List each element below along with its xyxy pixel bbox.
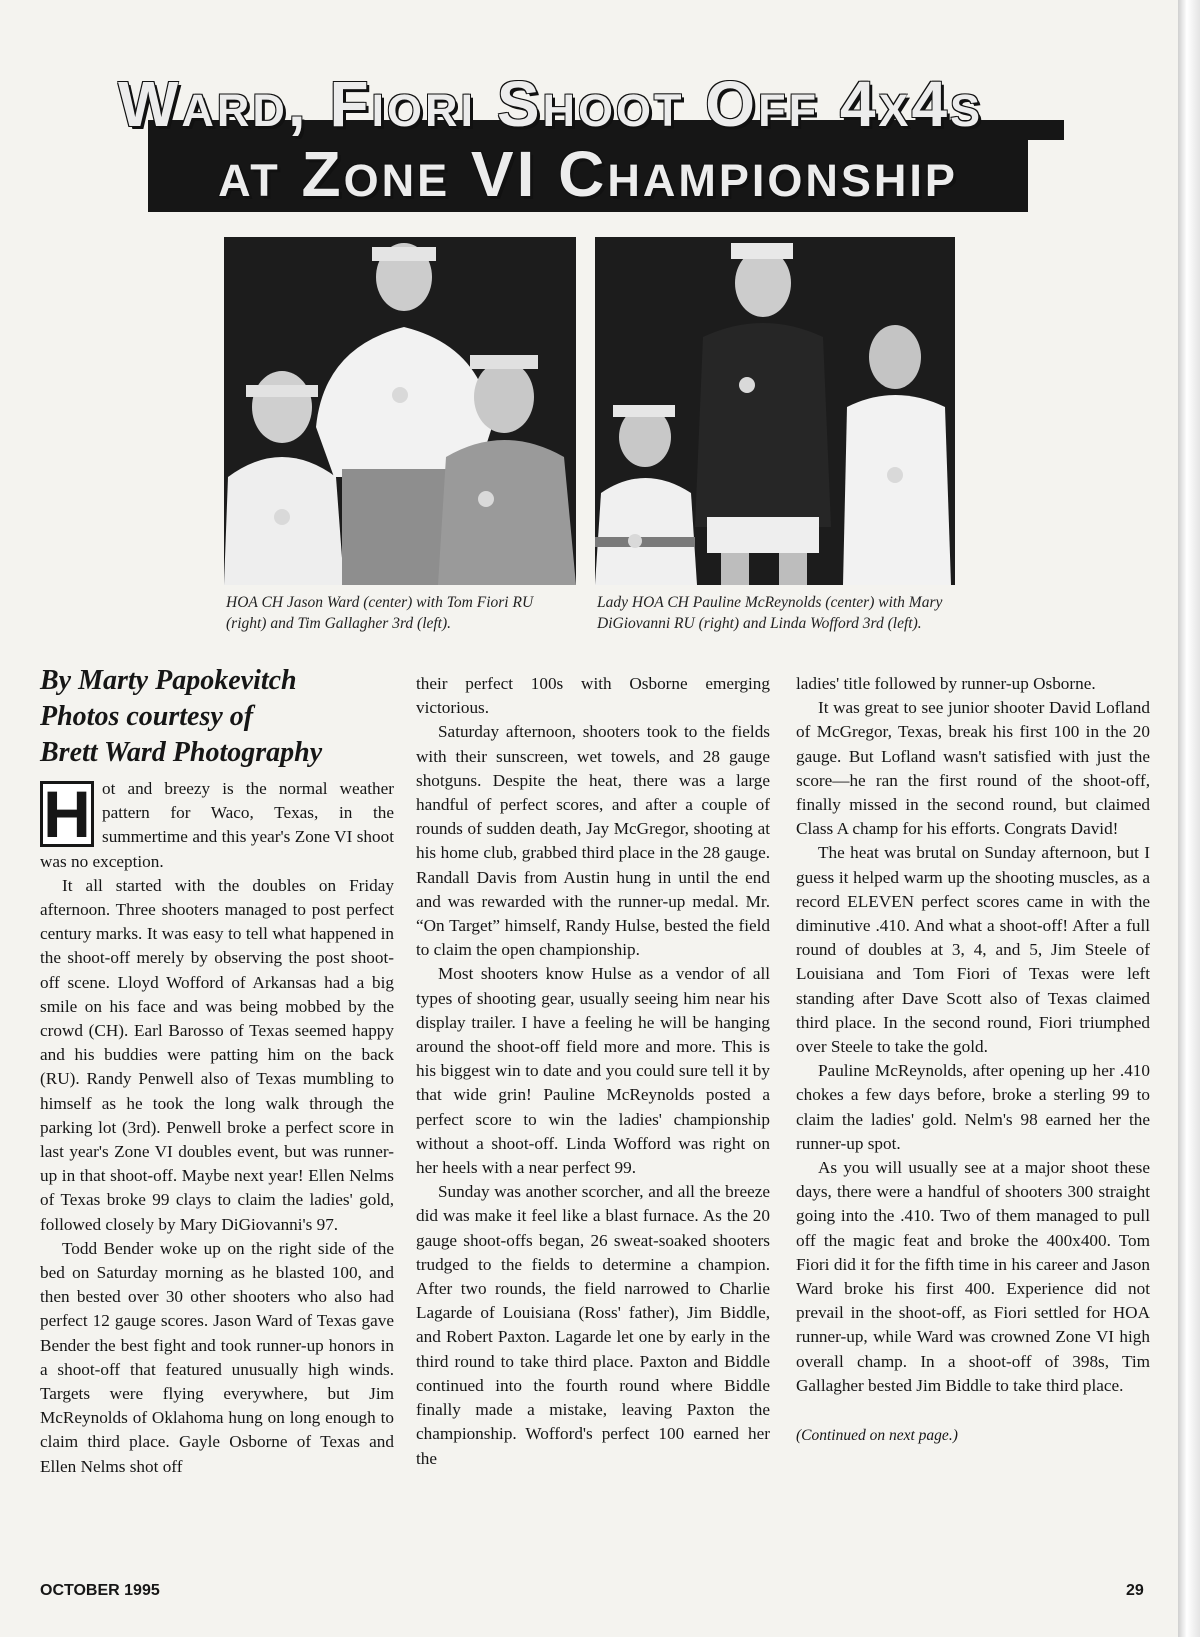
paragraph: Sunday was another scorcher, and all the breeze did was make it feel like a blast furnace. As the 20 gauge shoot-offs began, 26 sweat-soaked shooters trudged to the fields to determine a champion. After two rounds, the field narrowed to Charlie Lagarde of Louisiana (Ross' father), Jim Biddle, and Robert Paxton. Lagarde let one by early in the third round to take third place. Paxton and Biddle continued into the fourth round where Biddle finally made a mistake, leaving Paxton the championship. Wofford's perfect 100 earned her the — [416, 1182, 770, 1468]
paragraph: ladies' title followed by runner-up Osborne. — [796, 674, 1096, 693]
paragraph: Pauline McReynolds, after opening up her .410 chokes a few days before, broke a sterling 99 to claim the ladies' gold. Nelm's 98 earned her the runner-up spot. — [796, 1061, 1150, 1153]
page-edge — [1178, 0, 1200, 1637]
photo-women-medalists — [595, 237, 955, 585]
byline-photo-credit-2: Brett Ward Photography — [40, 737, 323, 768]
paragraph: The heat was brutal on Sunday afternoon, but I guess it helped warm up the shooting muscles, as a record ELEVEN perfect scores came in with the diminutive .410. And what a shoot-off! After a full round of doubles at 3, 4, and 5, Jim Steele of Louisiana and Tom Fiori of Texas were left standing after Dave Scott also of Texas claimed third place. In the second round, Fiori triumphed over Steele to take the gold. — [796, 843, 1150, 1057]
footer-page-number: 29 — [1126, 1582, 1144, 1599]
byline — [40, 663, 394, 771]
article-column-3 — [796, 672, 1150, 1448]
photo-men-medalists — [224, 237, 576, 585]
headline-line-1: Ward, Fiori Shoot Off 4x4s — [118, 68, 984, 140]
byline-photo-credit-1: Photos courtesy of — [40, 701, 254, 732]
paragraph: their perfect 100s with Osborne emerging victorious. — [416, 674, 770, 718]
paragraph: Todd Bender woke up on the right side of the bed on Saturday morning as he blasted 100, and then bested over 30 other shooters who also had perfect 12 gauge scores. Jason Ward of Texas gave Bender the best fight and took runner-up honors in a shoot-off that featured unusually high winds. Targets were flying everywhere, but Jim McReynolds of Oklahoma hung on long enough to claim third place. Gayle Osborne of Texas and Ellen Nelms shot off — [40, 1238, 394, 1476]
caption-right-photo: Lady HOA CH Pauline McReynolds (center) with Mary DiGiovanni RU (right) and Linda Wofford 3rd (left). — [597, 594, 943, 632]
headline — [118, 68, 1070, 212]
caption-left-photo: HOA CH Jason Ward (center) with Tom Fiori RU (right) and Tim Gallagher 3rd (left). — [226, 594, 534, 632]
drop-cap — [40, 777, 94, 851]
continued-note: (Continued on next page.) — [796, 1427, 958, 1445]
headline-line-2: at Zone VI Championship — [148, 140, 1028, 212]
article-column-1 — [40, 663, 394, 1479]
article-column-2 — [416, 672, 770, 1471]
paragraph: It was great to see junior shooter David Lofland of McGregor, Texas, break his first 100 in the 20 gauge. But Lofland wasn't satisfied with just the score—he ran the first round of the shoot-off, finally missed in the second round, but claimed Class A champ for his efforts. Congrats David! — [796, 698, 1150, 839]
drop-cap-letter: H — [43, 777, 91, 851]
paragraph: It all started with the doubles on Friday afternoon. Three shooters managed to post perfect century marks. It was easy to tell what happened in the shoot-off merely by observing the post shoot-off scene. Lloyd Wofford of Arkansas had a big smile on his face and was being mobbed by the crowd (CH). Earl Barosso of Texas seemed happy and his buddies were patting him on the back (RU). Randy Penwell also of Texas mumbling to himself as he took the long walk through the parking lot (3rd). Penwell broke a perfect score in last year's Zone VI doubles event, but was runner-up in that shoot-off. Maybe next year! Ellen Nelms of Texas broke 99 clays to claim the ladies' gold, followed closely by Mary DiGiovanni's 97. — [40, 875, 394, 1234]
paragraph: Most shooters know Hulse as a vendor of all types of shooting gear, usually seeing him near his display trailer. I have a feeling he will be hanging around the shoot-off field more and more. This is his biggest win to date and you could sure tell it by that wide grin! Pauline McReynolds posted a perfect score to win the ladies' championship without a shoot-off. Linda Wofford was right on her heels with a near perfect 99. — [416, 964, 770, 1178]
footer-issue-date: OCTOBER 1995 — [40, 1582, 160, 1599]
paragraph: ot and breezy is the normal weather pattern for Waco, Texas, in the summertime and this year's Zone VI shoot was no exception. — [40, 779, 394, 871]
paragraph: Saturday afternoon, shooters took to the fields with their sunscreen, wet towels, and 28 gauge shotguns. Despite the heat, there was a large handful of perfect scores, and after a couple of rounds of sudden death, Jay McGregor, shooting at his home club, grabbed third place in the 28 gauge. Randall Davis from Austin hung in until the end and was rewarded with the runner-up medal. Mr. “On Target” himself, Randy Hulse, bested the field to claim the open championship. — [416, 722, 770, 960]
paragraph: As you will usually see at a major shoot these days, there were a handful of shooters 300 straight going into the .410. Two of them managed to pull off the magic feat and broke the 400x400. Tom Fiori did it for the fifth time in his career and Jason Ward broke his first 400. Experience did not prevail in the shoot-off, as Fiori settled for HOA runner-up, while Ward was crowned Zone VI high overall champ. In a shoot-off of 398s, Tim Gallagher bested Jim Biddle to take third place. — [796, 1158, 1150, 1395]
byline-author: By Marty Papokevitch — [40, 665, 297, 696]
